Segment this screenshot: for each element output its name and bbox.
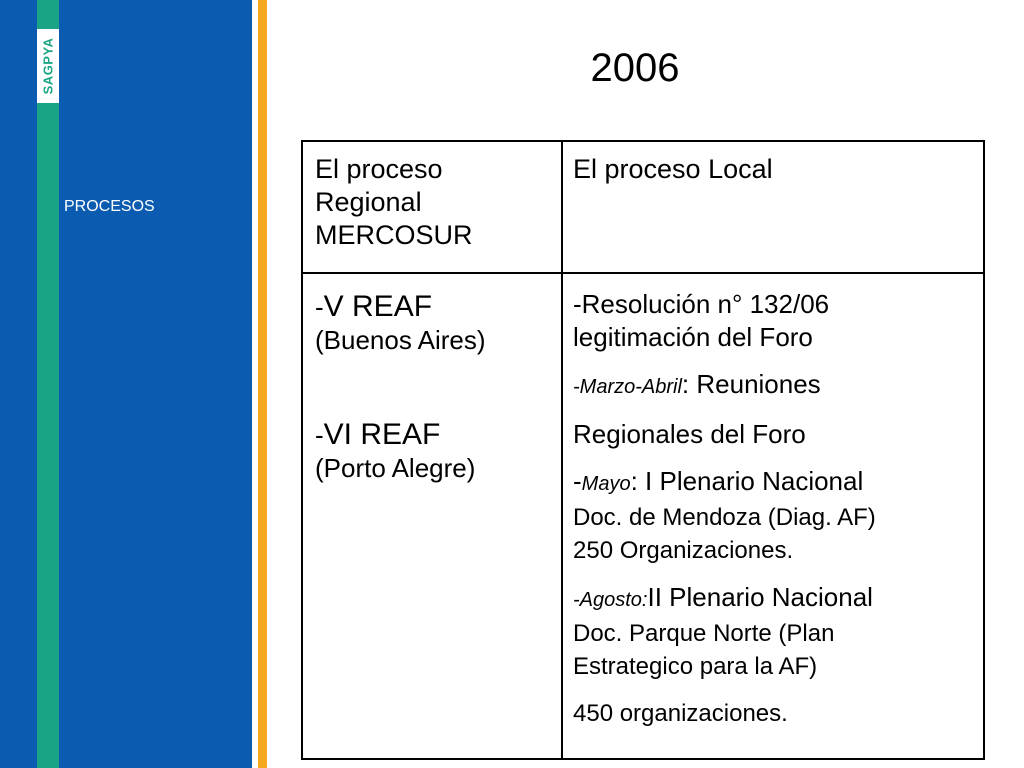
agosto-line3: Estrategico para la AF) <box>573 653 818 680</box>
resolucion-line2: legitimación del Foro <box>573 322 813 352</box>
orange-stripe <box>258 0 267 768</box>
marzo-abril-line2: Regionales del Foro <box>573 419 806 449</box>
sidebar-label-procesos: PROCESOS <box>64 198 155 215</box>
sidebar-panel <box>59 0 252 768</box>
agosto-line: -Agosto:II Plenario Nacional <box>573 582 873 612</box>
event-v-reaf-place: (Buenos Aires) <box>315 325 486 355</box>
marzo-abril-line: -Marzo-Abril: Reuniones <box>573 369 821 399</box>
event-vi-reaf: -VI REAF <box>315 418 441 451</box>
resolucion-line1: -Resolución n° 132/06 <box>573 289 830 319</box>
mayo-line3: 250 Organizaciones. <box>573 537 794 564</box>
event-vi-reaf-place: (Porto Alegre) <box>315 453 476 483</box>
process-table <box>301 140 985 760</box>
event-v-reaf: -V REAF <box>315 290 433 323</box>
left-blue-band <box>0 0 37 768</box>
mayo-line2: Doc. de Mendoza (Diag. AF) <box>573 504 876 531</box>
sagpya-logo: SAGPYA <box>40 37 56 95</box>
agosto-line2: Doc. Parque Norte (Plan <box>573 620 835 647</box>
local-events-cell <box>573 288 983 730</box>
header-regional-line1: El proceso <box>315 154 443 184</box>
header-local <box>573 153 973 186</box>
page-title: 2006 <box>590 46 680 90</box>
green-band <box>37 0 59 768</box>
header-local-line1: El proceso Local <box>573 154 773 184</box>
header-regional <box>315 153 555 252</box>
agosto-line4: 450 organizaciones. <box>573 700 788 727</box>
regional-events-cell <box>315 290 555 485</box>
table-row-divider <box>303 272 983 274</box>
mayo-line: -Mayo: I Plenario Nacional <box>573 466 864 496</box>
header-regional-line2: Regional <box>315 187 422 217</box>
header-regional-line3: MERCOSUR <box>315 220 473 250</box>
table-column-divider <box>561 142 563 758</box>
